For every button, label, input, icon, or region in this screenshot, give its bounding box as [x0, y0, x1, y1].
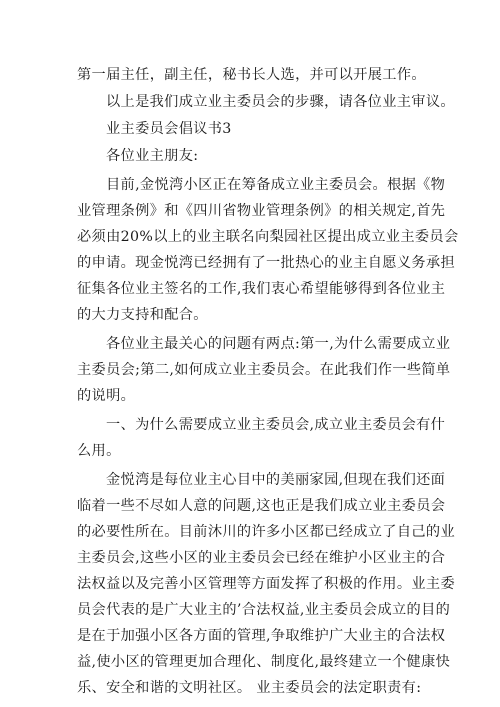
text-line: 目前,金悦湾小区正在筹备成立业主委员会。根据《物 — [106, 177, 446, 193]
text-line: 么用。 — [77, 443, 121, 459]
text-line: 金悦湾是每位业主心目中的美丽家园,但现在我们还面 — [106, 472, 446, 488]
text-line: 的大力支持和配合。 — [77, 307, 208, 323]
text-line: 是在于加强小区各方面的管理,争取维护广大业主的合法权 — [77, 628, 446, 644]
text-line: 法权益以及完善小区管理等方面发挥了积极的作用。业主委 — [77, 576, 455, 592]
section-heading: 业主委员会倡议书3 — [106, 121, 232, 137]
text-line: 一、为什么需要成立业主委员会,成立业主委员会有什 — [106, 417, 446, 433]
text-line: 各位业主最关心的问题有两点:第一,为什么需要成立业 — [106, 336, 451, 352]
text-line: 益,使小区的管理更加合理化、制度化,最终建立一个健康快 — [77, 654, 451, 670]
text-line: 的申请。现金悦湾已经拥有了一批热心的业主自愿义务承担 — [77, 255, 455, 271]
text-line: 的说明。 — [77, 388, 136, 404]
text-line: 必须由20%以上的业主联名向梨园社区提出成立业主委员会 — [77, 229, 459, 245]
text-line: 征集各位业主签名的工作,我们衷心希望能够得到各位业主 — [77, 281, 446, 297]
text-line: 乐、安全和谐的文明社区。 业主委员会的法定职责有: — [77, 680, 422, 696]
text-line: 员会代表的是广大业主的’合法权益,业主委员会成立的目的 — [77, 602, 451, 618]
salutation: 各位业主朋友: — [106, 148, 199, 164]
text-line: 临着一些不尽如人意的问题,这也正是我们成立业主委员会 — [77, 498, 446, 514]
text-line: 第一届主任，副主任，秘书长人选，并可以开展工作。 — [77, 67, 426, 83]
text-line: 以上是我们成立业主委员会的步骤，请各位业主审议。 — [106, 94, 455, 110]
text-line: 主委员会,这些小区的业主委员会已经在维护小区业主的合 — [77, 550, 446, 566]
text-line: 的必要性所在。目前沐川的许多小区都已经成立了自己的业 — [77, 524, 455, 540]
text-line: 业管理条例》和《四川省物业管理条例》的相关规定,首先 — [77, 203, 446, 219]
text-line: 主委员会;第二,如何成立业主委员会。在此我们作一些简单 — [77, 362, 451, 378]
